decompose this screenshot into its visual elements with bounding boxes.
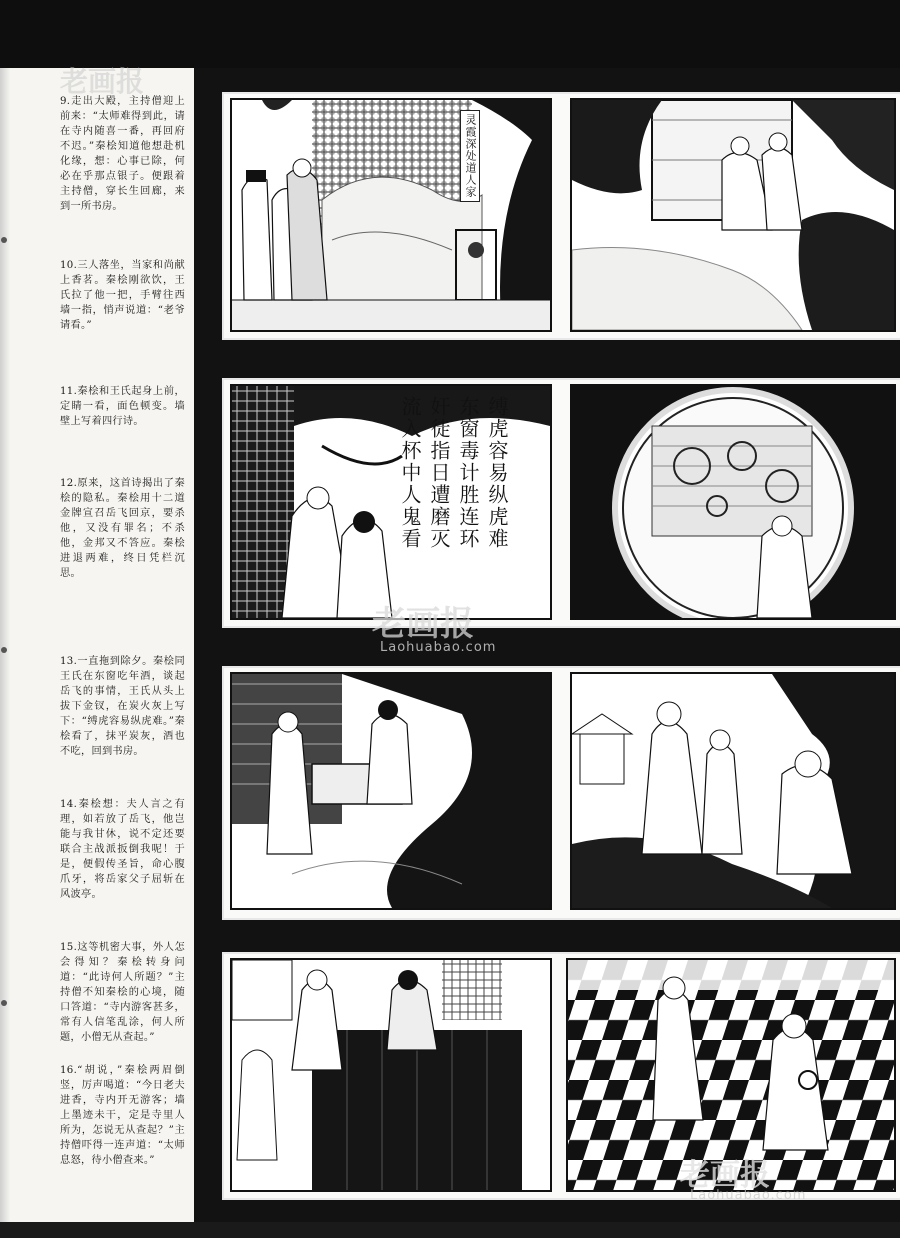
panel-strip-4 xyxy=(222,952,900,1200)
panel-11 xyxy=(230,384,552,620)
caption-14: 14.秦桧想：夫人言之有理，如若放了岳飞，他岂能与我甘休，说不定还要联合主战派扳倒我呢！于是，便假传圣旨，命心腹爪牙，将岳家父子屈斩在风波亭。 xyxy=(60,799,185,900)
poem-line-3: 奸徒指日遭磨灭 xyxy=(427,396,451,550)
wall-poem xyxy=(396,396,512,606)
bottom-band xyxy=(0,1222,900,1238)
panel-13 xyxy=(230,672,552,910)
poem-line-2: 东窗毒计胜连环 xyxy=(456,396,480,550)
watermark-logo-bottom: 老画报 xyxy=(680,1158,770,1193)
panel-strip-2 xyxy=(222,378,900,628)
caption-15: 15.这等机密大事，外人怎会得知？秦桧转身问道：“此诗何人所题？”主持僧不知秦桧的心境，随口答道：“寺内游客甚多，常有人信笔乱涂，何人所题，小僧无从查起。” xyxy=(60,942,185,1043)
panel-10 xyxy=(570,98,896,332)
caption-9: 9.走出大殿，主持僧迎上前来：“太师难得到此，请在寺内随喜一番，再回府不迟。”秦桧知道他想赴机化缘，想：心事已除，何必在乎那点银子。便跟着主持僧，穿长生回廊，来到一所书房。 xyxy=(60,96,185,212)
watermark-url-bottom: Laohuabao.com xyxy=(690,1188,807,1203)
panel-9-sign: 灵霞深处道人家 xyxy=(460,110,480,202)
caption-11: 11.秦桧和王氏起身上前，定睛一看，面色顿变。墙壁上写着四行诗。 xyxy=(60,386,185,427)
caption-column xyxy=(10,68,194,1228)
panel-12 xyxy=(570,384,896,620)
panel-9 xyxy=(230,98,552,332)
caption-10: 10.三人落坐，当家和尚献上香茗。秦桧刚欲饮，王氏拉了他一把，手臂往西墙一指，悄声说道：“老爷请看。” xyxy=(60,260,185,331)
caption-16: 16.“胡说，”秦桧两眉倒竖，厉声喝道：“今日老夫进香，寺内开无游客；墙上墨迹未干，定是寺里人所为，怎说无从查起？”主持僧吓得一连声道：“太师息怒，待小僧查来。” xyxy=(60,1065,185,1166)
watermark-url-center: Laohuabao.com xyxy=(380,640,497,655)
panel-14 xyxy=(570,672,896,910)
panel-15 xyxy=(230,958,552,1192)
caption-12: 12.原来，这首诗揭出了秦桧的隐私。秦桧用十二道金牌宣召岳飞回京，要杀他，又没有罪名；不杀他，金邦又不答应。秦桧进退两难，终日凭栏沉思。 xyxy=(60,478,185,579)
poem-line-1: 缚虎容易纵虎难 xyxy=(485,396,509,550)
watermark-logo-center: 老画报 xyxy=(372,604,474,644)
binding-holes xyxy=(0,68,12,1228)
panel-strip-3 xyxy=(222,666,900,920)
watermark-logo-top: 老画报 xyxy=(60,65,145,98)
poem-line-4: 流入杯中人鬼看 xyxy=(398,396,422,550)
panel-strip-1 xyxy=(222,92,900,340)
caption-13: 13.一直拖到除夕。秦桧同王氏在东窗吃年酒，谈起岳飞的事情，王氏从头上拔下金钗，在炭火灰上写下：“缚虎容易纵虎难。”秦桧看了，抹平炭灰，酒也不吃，回到书房。 xyxy=(60,656,185,757)
top-dark-band xyxy=(0,0,900,68)
